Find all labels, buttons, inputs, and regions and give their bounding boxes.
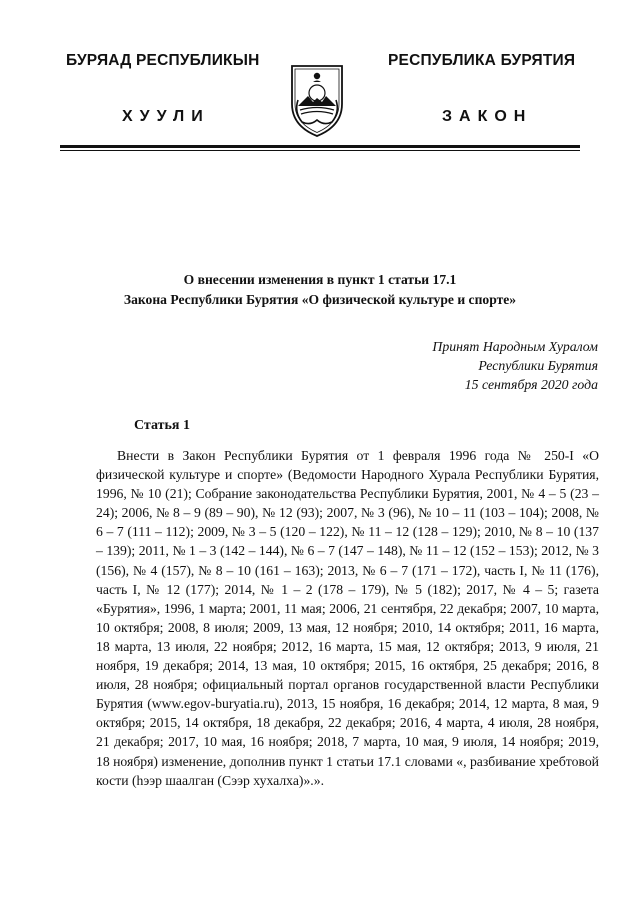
adoption-note <box>360 337 598 394</box>
header-zakon: ЗАКОН <box>442 108 533 125</box>
header-republic-buryatia: РЕСПУБЛИКА БУРЯТИЯ <box>388 52 576 69</box>
article-heading: Статья 1 <box>134 418 190 433</box>
header-rule-thick <box>60 145 580 148</box>
adoption-note-line-2: Республики Бурятия <box>478 358 598 373</box>
law-title-line-2: Закона Республики Бурятия «О физической культуре и спорте» <box>123 292 517 307</box>
coat-of-arms-icon <box>286 60 348 140</box>
adoption-note-date: 15 сентября 2020 года <box>464 377 598 392</box>
law-title <box>60 270 580 310</box>
header-buryat-republic: БУРЯАД РЕСПУБЛИКЫН <box>66 52 260 69</box>
header-rule-thin <box>60 150 580 151</box>
adoption-note-line-1: Принят Народным Хуралом <box>432 339 598 354</box>
law-title-line-1: О внесении изменения в пункт 1 статьи 17.1 <box>183 272 457 287</box>
article-body: Внести в Закон Республики Бурятия от 1 февраля 1996 года № 250-I «О физической культуре и спорте» (Ведомости Народного Хурала Республики Бурятия, 1996, № 10 (21); Собрание законодательства Республики Бурятия, 2001, № 4 – 5 (23 – 24); 2006, № 8 – 9 (89 – 90), № 12 (93); 2007, № 3 (96), № 10 – 11 (103 – 104); 2008, № 6 – 7 (111 – 112); 2009, № 3 – 5 (120 – 122), № 11 – 12 (128 – 129); 2010, № 8 – 10 (137 – 139); 2011, № 1 – 3 (142 – 144), № 6 – 7 (147 – 148), № 11 – 12 (152 – 153); 2012, № 3 (156), № 4 (157), № 8 – 10 (161 – 163); 2013, № 6 – 7 (171 – 172), часть I, № 11 (176), часть I, № 12 (177); 2014, № 1 – 2 (178 – 179), № 5 (182); 2017, № 4 – 5; газета «Бурятия», 1996, 1 марта; 2001, 11 мая; 2006, 21 сентября, 22 декабря; 2007, 10 марта, 10 октября; 2008, 8 июля; 2009, 13 мая, 12 ноября; 2010, 14 октября; 2011, 16 марта, 18 марта, 13 июля, 22 ноября; 2012, 16 марта, 15 мая, 12 октября; 2013, 9 июля, 21 ноября, 19 декабря; 2014, 13 мая, 10 октября; 2015, 16 октября, 25 декабря; 2016, 8 июля, 28 ноября; официальный портал органов государственной власти Республики Бурятия (www.egov-buryatia.ru), 2013, 15 ноября, 16 декабря; 2014, 12 марта, 8 мая, 9 октября; 2015, 14 октября, 18 декабря, 22 декабря; 2016, 4 марта, 4 июля, 28 ноября, 21 декабря; 2017, 10 мая, 16 ноября; 2018, 7 марта, 10 мая, 9 июля, 14 ноября; 2019, 18 ноября) изменение, дополнив пункт 1 статьи 17.1 словами «, разбивание хребтовой кости (һээр шаалган (Сээр хухалха)».». <box>96 448 599 788</box>
header-khuuli: ХУУЛИ <box>122 108 210 125</box>
